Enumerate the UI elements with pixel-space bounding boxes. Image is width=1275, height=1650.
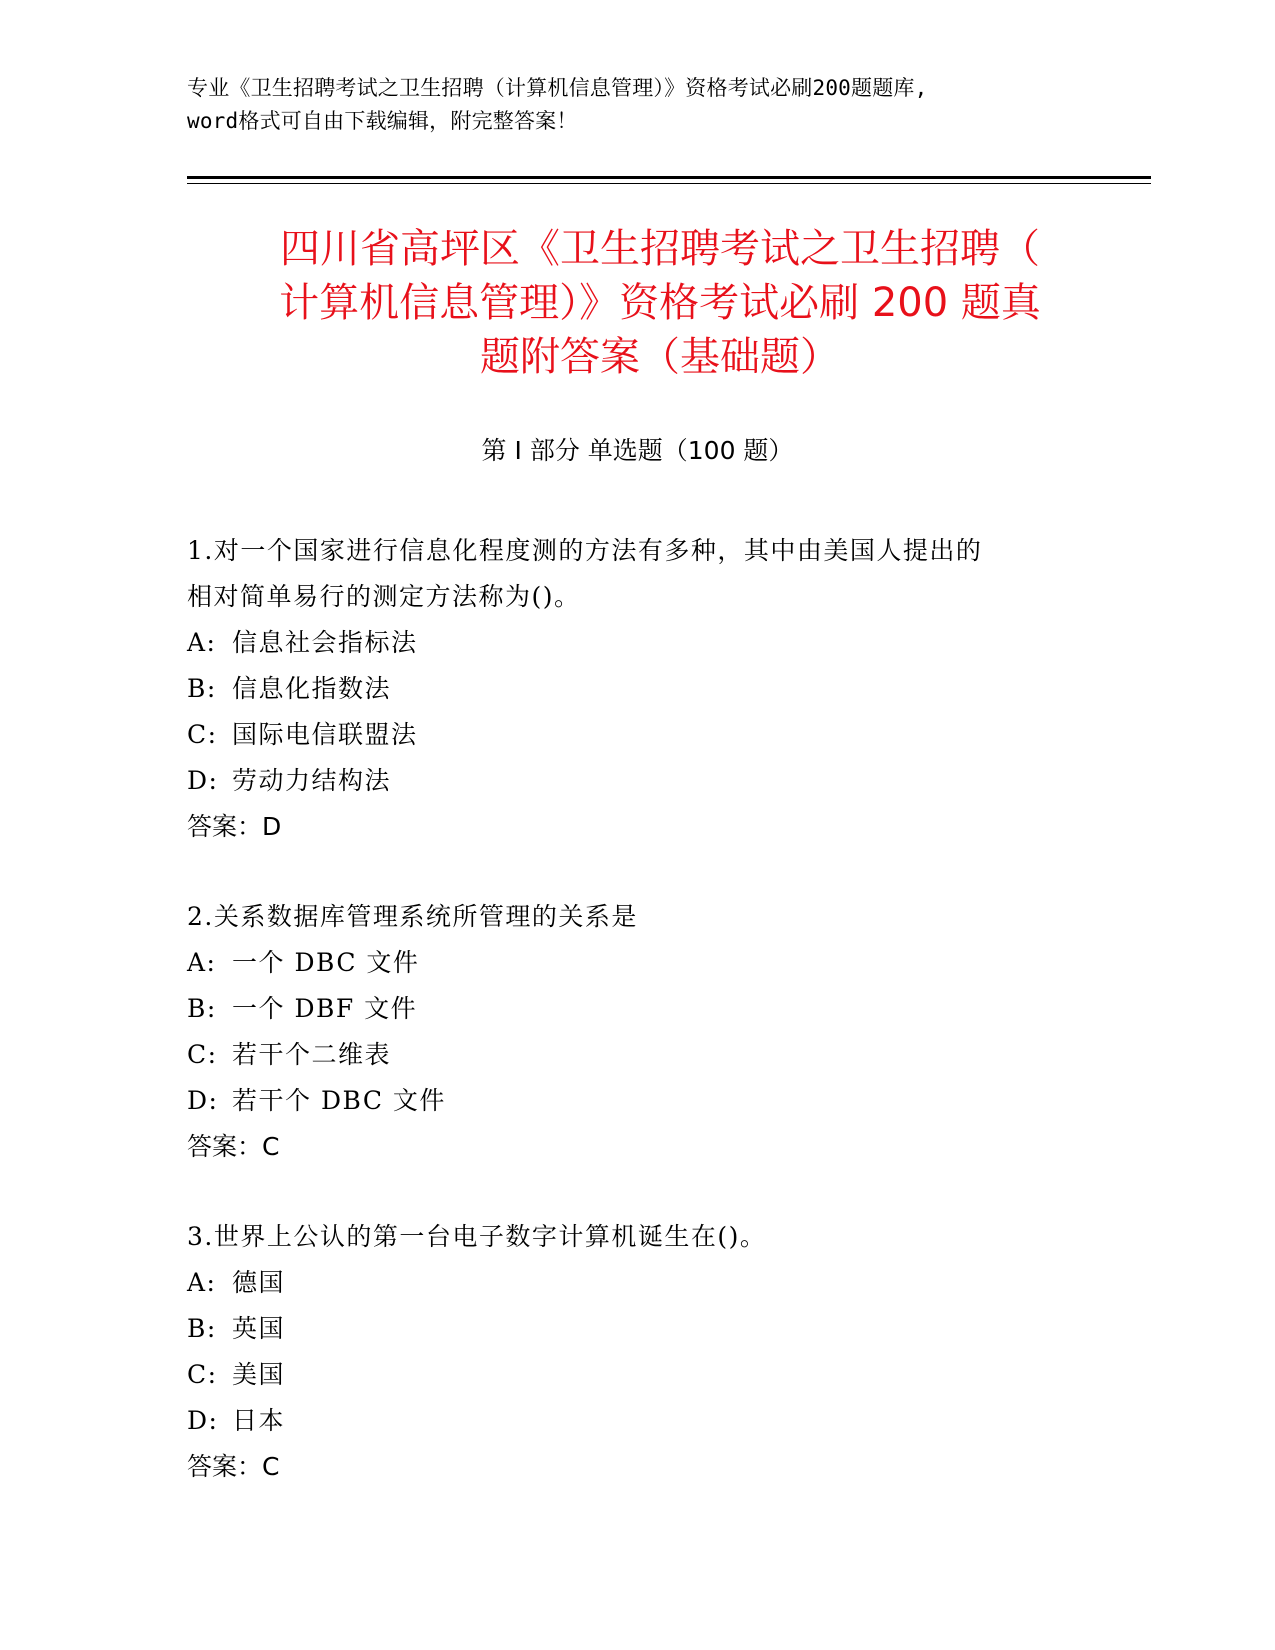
option-c [187,1032,1087,1078]
section-title: 第 I 部分 单选题（100 题） [481,436,794,465]
header-note-line-2: word格式可自由下载编辑，附完整答案！ [187,109,578,133]
answer: 答案：D [187,812,282,841]
question-stem: 3.世界上公认的第一台电子数字计算机诞生在()。 [187,1222,767,1251]
option-text: 一个 DBF 文件 [232,994,418,1023]
option-text: 德国 [232,1268,286,1297]
option-letter: D: [187,1086,219,1115]
option-b [187,986,1087,1032]
option-text: 一个 DBC 文件 [232,948,420,977]
option-letter: A: [187,1268,217,1297]
question-2 [187,894,1087,1170]
option-letter: B: [187,1314,217,1343]
document-title-line-1: 四川省高坪区《卫生招聘考试之卫生招聘（ [280,226,1040,272]
option-text: 英国 [232,1314,286,1343]
question-1 [187,528,1087,850]
option-text: 若干个 DBC 文件 [232,1086,446,1115]
question-list [187,528,1087,1534]
option-a [187,1260,1087,1306]
document-title [160,222,1160,384]
option-text: 信息化指数法 [232,674,392,703]
header-note [187,72,1087,138]
header-note-line-1: 专业《卫生招聘考试之卫生招聘（计算机信息管理）》资格考试必刷200题题库, [187,76,928,100]
document-title-line-2: 计算机信息管理）》资格考试必刷 200 题真 [279,280,1041,326]
question-3 [187,1214,1087,1490]
question-stem: 1.对一个国家进行信息化程度测的方法有多种，其中由美国人提出的 [187,536,983,565]
option-a [187,620,1087,666]
option-letter: A: [187,948,217,977]
option-text: 若干个二维表 [232,1040,392,1069]
option-text: 国际电信联盟法 [232,720,418,749]
header-divider-thick [187,176,1151,179]
option-letter: A: [187,628,217,657]
option-text: 劳动力结构法 [232,766,392,795]
question-stem-continued: 相对简单易行的测定方法称为()。 [187,582,581,611]
option-letter: B: [187,994,217,1023]
answer: 答案：C [187,1132,280,1161]
document-title-line-3: 题附答案（基础题） [480,334,840,380]
option-d [187,1078,1087,1124]
option-text: 信息社会指标法 [232,628,418,657]
option-c [187,1352,1087,1398]
header-divider-thin [187,183,1151,184]
option-letter: C: [187,1360,218,1389]
option-c [187,712,1087,758]
option-d [187,1398,1087,1444]
answer: 答案：C [187,1452,280,1481]
question-stem: 2.关系数据库管理系统所管理的关系是 [187,902,638,931]
option-b [187,1306,1087,1352]
option-a [187,940,1087,986]
option-letter: D: [187,766,219,795]
option-text: 日本 [232,1406,286,1435]
option-d [187,758,1087,804]
option-letter: D: [187,1406,219,1435]
option-letter: B: [187,674,217,703]
option-letter: C: [187,720,218,749]
option-b [187,666,1087,712]
option-text: 美国 [232,1360,286,1389]
option-letter: C: [187,1040,218,1069]
